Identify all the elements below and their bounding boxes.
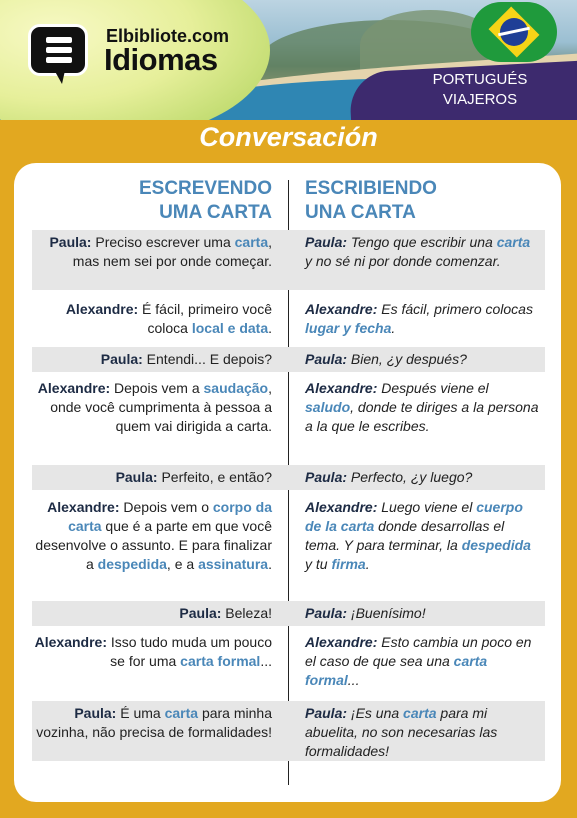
heading-line: ESCRIBIENDO — [305, 178, 437, 199]
dialogue-text: . — [391, 320, 396, 336]
key-term: lugar y fecha — [305, 320, 392, 336]
dialogue-text: , onde você cumprimenta à pessoa a quem vai dirigida a carta. — [50, 380, 272, 434]
dialogue-row — [32, 375, 545, 463]
dialogue-text: Perfecto, ¿y luego? — [347, 469, 473, 485]
spanish-line — [305, 300, 540, 338]
key-term: saudação — [203, 380, 269, 396]
dialogue-text: Isso tudo muda um pouco se for uma — [107, 634, 272, 669]
brand-name: Idiomas — [104, 42, 218, 77]
key-term: local e data — [191, 320, 269, 336]
portuguese-line — [32, 604, 272, 623]
speaker-name: Alexandre: — [65, 301, 139, 317]
course-badge — [400, 70, 560, 120]
dialogue-text: donde desarrollas el tema. Y para terminar, la — [305, 518, 505, 553]
dialogue-text: Tengo que escribir una — [347, 234, 497, 250]
dialogue-text: Después viene el — [377, 380, 489, 396]
dialogue-text: . — [365, 556, 370, 572]
dialogue-row — [32, 465, 545, 490]
speaker-name: Paula: — [74, 705, 117, 721]
dialogue-text: Preciso escrever uma — [91, 234, 235, 250]
dialogue-text: Bien, ¿y después? — [347, 351, 467, 367]
portuguese-line — [32, 379, 272, 436]
badge-language: PORTUGUÉS — [432, 71, 528, 88]
dialogue-text: , mas nem sei por onde começar. — [72, 234, 272, 269]
dialogue-row — [32, 629, 545, 699]
key-term: carta — [496, 234, 531, 250]
speaker-name: Alexandre: — [305, 380, 378, 396]
spanish-line — [305, 498, 540, 574]
dialogue-row — [32, 347, 545, 372]
key-term: despedida — [461, 537, 531, 553]
dialogue-row — [32, 601, 545, 626]
speaker-name: Alexandre: — [37, 380, 111, 396]
heading-line: UMA CARTA — [159, 202, 272, 223]
dialogue-row — [32, 230, 545, 290]
dialogue-text: ... — [260, 653, 272, 669]
dialogue-text: para minha vozinha, não precisa de formalidades! — [36, 705, 272, 740]
dialogue-text: Depois vem a — [110, 380, 204, 396]
brazil-flag-icon — [471, 2, 557, 62]
spanish-line — [305, 233, 540, 271]
speaker-name: Alexandre: — [305, 301, 378, 317]
column-heading-spanish — [305, 177, 545, 225]
spanish-line — [305, 604, 540, 623]
speaker-name: Paula: — [115, 469, 158, 485]
dialogue-text: Es fácil, primero colocas — [377, 301, 533, 317]
dialogue-text: ¡Es una — [347, 705, 404, 721]
dialogue-text: para mi abuelita, no son necesarias las formalidades! — [305, 705, 498, 759]
dialogue-text: É uma — [116, 705, 165, 721]
key-term: carta — [234, 234, 269, 250]
speaker-name: Paula: — [179, 605, 222, 621]
portuguese-line — [32, 498, 272, 574]
key-term: assinatura — [198, 556, 269, 572]
portuguese-line — [32, 468, 272, 487]
speaker-name: Paula: — [100, 351, 143, 367]
speaker-name: Paula: — [305, 351, 348, 367]
dialogue-text: Entendi... E depois? — [142, 351, 272, 367]
key-term: carta formal — [180, 653, 261, 669]
header-banner — [0, 0, 577, 120]
dialogue-text: y tu — [305, 556, 332, 572]
spanish-line — [305, 633, 540, 690]
speaker-name: Paula: — [305, 469, 348, 485]
spanish-line — [305, 379, 540, 436]
dialogue-text: y no sé ni por donde comenzar. — [305, 253, 501, 269]
spanish-line — [305, 350, 540, 369]
page-title: Conversación — [199, 122, 378, 152]
key-term: carta — [403, 705, 437, 721]
dialogue-text: Beleza! — [221, 605, 272, 621]
dialogue-row — [32, 292, 545, 344]
dialogue-text: , donde te diriges a la persona a la que le escribes. — [305, 399, 539, 434]
speaker-name: Alexandre: — [305, 499, 378, 515]
logo-tail-shape — [52, 66, 66, 84]
heading-line: UNA CARTA — [305, 202, 416, 223]
key-term: saludo — [305, 399, 351, 415]
dialogue-text: ¡Buenísimo! — [347, 605, 426, 621]
portuguese-line — [32, 233, 272, 271]
portuguese-line — [32, 704, 272, 742]
key-term: corpo da carta — [68, 499, 272, 534]
portuguese-line — [32, 300, 272, 338]
key-term: carta formal — [305, 653, 488, 688]
key-term: despedida — [97, 556, 167, 572]
dialogue-text: Depois vem o — [119, 499, 213, 515]
dialogue-text: ... — [347, 672, 360, 688]
dialogue-text: . — [268, 320, 272, 336]
speaker-name: Alexandre: — [47, 499, 120, 515]
speaker-name: Paula: — [305, 605, 348, 621]
spanish-line — [305, 704, 540, 761]
portuguese-line — [32, 633, 272, 671]
key-term: cuerpo de la carta — [305, 499, 523, 534]
speaker-name: Paula: — [305, 705, 348, 721]
dialogue-text: que é a parte em que você desenvolve o assunto. E para finalizar a — [35, 518, 272, 572]
speaker-name: Paula: — [49, 234, 92, 250]
key-term: firma — [331, 556, 366, 572]
dialogue-text: Esto cambia un poco en el caso de que sea una — [305, 634, 532, 669]
dialogue-row — [32, 701, 545, 761]
dialogue-text: É fácil, primeiro você coloca — [138, 301, 272, 336]
dialogue-text: , e a — [166, 556, 199, 572]
dialogue-text: . — [268, 556, 272, 572]
brand-site: Elbibliote.com — [106, 26, 230, 46]
spanish-line — [305, 468, 540, 487]
speaker-name: Paula: — [305, 234, 348, 250]
column-heading-portuguese — [60, 177, 272, 225]
heading-line: ESCREVENDO — [138, 178, 272, 199]
dialogue-text: Luego viene el — [377, 499, 477, 515]
speaker-name: Alexandre: — [34, 634, 107, 650]
dialogue-text: Perfeito, e então? — [157, 469, 272, 485]
badge-level: VIAJEROS — [442, 91, 518, 108]
dialogue-row — [32, 493, 545, 598]
speaker-name: Alexandre: — [305, 634, 378, 650]
key-term: carta — [164, 705, 199, 721]
portuguese-line — [32, 350, 272, 369]
